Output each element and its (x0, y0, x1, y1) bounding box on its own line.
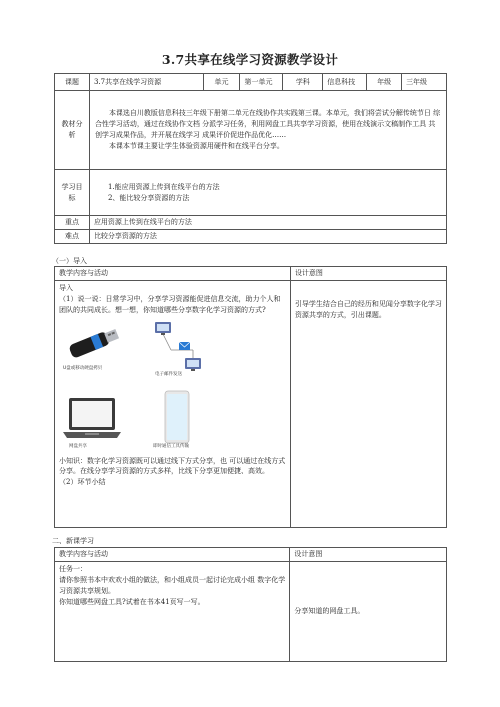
caption-im: 即时通信工具传输 (153, 443, 189, 449)
grade-value: 三年级 (402, 74, 447, 91)
section1-col1-header: 教学内容与活动 (55, 267, 291, 281)
caption-netdisk: 网盘共享 (69, 443, 87, 449)
caption-email: 电子邮件发送 (155, 371, 182, 377)
unit-value: 第一单元 (240, 74, 283, 91)
laptop-icon (61, 396, 123, 446)
task-title: 任务一： (59, 565, 87, 573)
section1-step2: （2）环节小结 (59, 478, 106, 487)
section1-col2-header: 设计意图 (290, 267, 446, 281)
goals-label: 学习目标 (55, 170, 90, 216)
topic-value: 3.7共享在线学习资源 (89, 74, 203, 91)
phone-icon (163, 390, 191, 448)
section1-tip: 小知识：数字化学习资源既可以通过线下方式分享，也 可以通过在线方式分享。在线分享学习资源的方式多样，比线下分享更加便捷、高效。 (59, 456, 286, 476)
section2-col2-header: 设计意图 (290, 548, 447, 562)
task-question: 你知道哪些网盘工具?试着在书本41页写一写。 (59, 597, 205, 606)
analysis-paragraph-2: 本课本节课主要让学生体验资源用硬件和在线平台分享。 (108, 141, 284, 150)
topic-label: 课题 (55, 74, 90, 91)
section1-heading: （一）导入 (52, 257, 87, 265)
goal-item-1: 1.能应用资源上传到在线平台的方法 (107, 182, 220, 191)
analysis-label: 教材分析 (55, 91, 90, 170)
focus-value: 应用资源上传到在线平台的方法 (89, 216, 446, 230)
section2-table (54, 547, 447, 662)
section2-col1-header: 教学内容与活动 (55, 548, 290, 562)
analysis-paragraph-1: 本课选自川教版信息科技三年级下册第二单元在线协作共实践第三课。本单元，我们将尝试分解传统节日 综合性学习活动，通过在线协作文档 分派学习任务，利用网盘工具共享学习资源，使用在线演示文稿制作工具 共创学习成果作品，并开展在线学习 成果评价促进作品优化…… (94, 109, 441, 139)
info-table (54, 73, 447, 244)
difficulty-label: 难点 (55, 230, 90, 244)
unit-label: 单元 (203, 74, 240, 91)
sharing-methods-images (59, 320, 279, 490)
difficulty-value: 比较分享资源的方法 (89, 230, 446, 244)
grade-label: 年级 (367, 74, 402, 91)
subject-label: 学科 (283, 74, 323, 91)
section2-heading: 二、新课学习 (52, 537, 94, 545)
section1-intent: 引导学生结合自己的经历和见闻分享数字化学习资源共享的方式，引出课题。 (290, 281, 446, 528)
focus-label: 重点 (55, 216, 90, 230)
section1-intro: 导入 (59, 284, 73, 292)
section1-table (54, 266, 447, 528)
section1-question: （1）说一说：日常学习中，分享学习资源能促进信息交流，助力个人和团队的共同成长。想一想，你知道哪些分享数字化学习资源的方式? (59, 294, 281, 314)
section2-intent: 分享知道的网盘工具。 (290, 562, 447, 662)
task-text: 请你参照书本中欢欢小组的做法，和小组成员一起讨论完成小组 数字化学习资源共享规划。 (59, 575, 286, 595)
usb-drive-icon (63, 326, 125, 364)
email-network-icon (149, 320, 209, 380)
caption-usb: U盘或移动硬盘拷贝 (63, 365, 103, 371)
subject-value: 信息科技 (323, 74, 367, 91)
page-title: 3.7共享在线学习资源教学设计 (161, 52, 339, 67)
goal-item-2: 2、能比较分享资源的方法 (107, 193, 190, 202)
